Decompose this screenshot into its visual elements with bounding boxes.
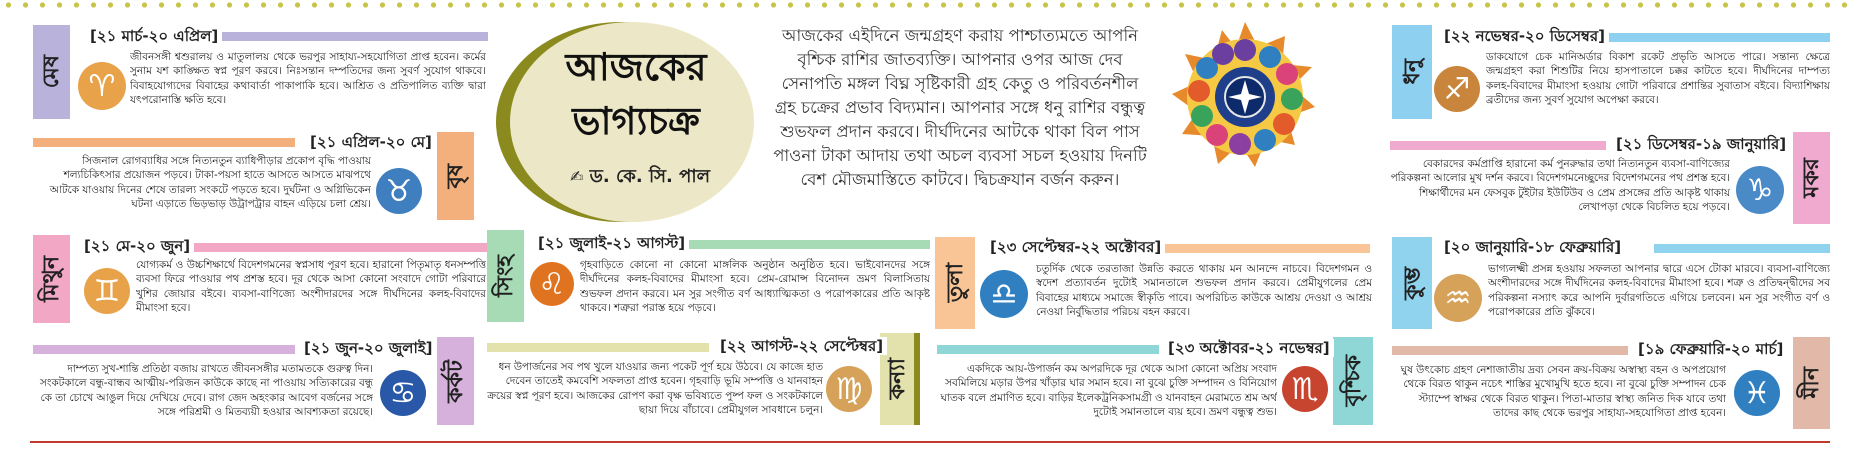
virgo-icon: ♍ bbox=[826, 366, 872, 412]
sign-text-taurus: সিজনাল রোগব্যাধির সঙ্গে নিত্যনতুন ব্যাধিপীড়ার প্রকোপ বৃদ্ধি পাওয়ায় শল্যচিকিৎসার প্রয়োজন পড়বে। টাকা-পয়সা হাতে আসতে আসতে মাঝপথে আটকে যাওয়ায় দিনের শেষে তারল্য সংকটে পড়তে হবে। দুর্ঘটনা ও অগ্নিভিকেন ঘটনা এড়াতে ভিড়ভাড় উট্রাপট্রার বাহন এড়িয়ে চলা শ্রেয়। bbox=[49, 155, 371, 210]
sign-text-gemini: যোগ্যকর্ম ও উচ্চশিক্ষার্থে বিদেশগমনের স্বপ্নসাধ পূরণ হবে। হারানো পিতৃমাতৃ ধনসম্পত্তি ব্যবসা ফিরে পাওয়ার পথ প্রশস্ত হবে। দূর থেকে আসা কোনো সংবাদে গোটা পরিবারে খুশির জোয়ার বইবে। ব্যবসা-বাণিজ্যে অংশীদারদের সঙ্গে দীর্ঘদিনের কলহ-বিবাদের মীমাংসা হবে। bbox=[136, 259, 486, 314]
dotted-top-border bbox=[0, 0, 1857, 10]
sign-bar-leo bbox=[684, 240, 930, 249]
sign-bar-scorpio bbox=[937, 345, 1159, 354]
aquarius-icon: ♒ bbox=[1434, 274, 1482, 322]
aries-icon: ♈ bbox=[78, 62, 126, 110]
sign-date-cancer: [২১ জুন-২০ জুলাই] bbox=[300, 339, 437, 357]
sign-tab-sagittarius: ধনু bbox=[1392, 25, 1432, 119]
pisces-icon: ♓ bbox=[1734, 370, 1780, 416]
title-block bbox=[496, 22, 754, 222]
sign-text-scorpio: একদিকে আয়-উপার্জন কম অপরদিকে দূর থেকে আসা কোনো অপ্রিয় সংবাদ সবমিলিয়ে মড়ার উপর খাঁড়ার ঘার সমান হবে। না বুঝে চুক্তি সম্পাদন ও বিনিয়োগ ঘাতক বলে প্রমাণিত হবে। বাড়ির ইলেকট্রনিকসামগ্রী ও যানবাহন মেরামতে শ্রম অর্থ দুটোই সমানতালে ব্যয় হবে। ভ্রমণ বন্ধুত্ব শুভ। bbox=[940, 363, 1277, 418]
author-line bbox=[540, 162, 740, 193]
sagittarius-icon: ♐ bbox=[1434, 66, 1480, 112]
sign-date-capricorn: [২১ ডিসেম্বর-১৯ জানুয়ারি] bbox=[1612, 135, 1790, 153]
sign-bar-gemini bbox=[190, 243, 488, 252]
sign-tab-libra: তুলা bbox=[935, 237, 975, 329]
sign-tab-gemini: মিথুন bbox=[33, 235, 70, 323]
sign-bar-taurus bbox=[33, 138, 295, 147]
sign-bar-aquarius bbox=[1654, 244, 1830, 253]
sign-tab-pisces: মীন bbox=[1793, 337, 1830, 429]
sign-date-pisces: [১৯ ফেব্রুয়ারি-২০ মার্চ] bbox=[1634, 340, 1787, 358]
sign-tab-scorpio: বৃশ্চিক bbox=[1333, 337, 1373, 425]
author-name: ড. কে. সি. পাল bbox=[589, 166, 711, 187]
title-line-2: ভাগ্যচক্র bbox=[572, 99, 700, 143]
sign-date-sagittarius: [২২ নভেম্বর-২০ ডিসেম্বর] bbox=[1440, 27, 1609, 45]
sign-text-aries: জীবনসঙ্গী শ্বশুরালয় ও মাতুলালয় থেকে ভরপুর সাহায্য-সহযোগিতা প্রাপ্ত হবেন। কর্মের সুনাম যশ কাঙ্ক্ষিত স্বপ্ন পূরণ করবে। নিঃসন্তান দম্পতিদের জন্য সুবর্ণ সুযোগ থাকবে। বিবাহযোগ্যদের বিবাহের কথাবার্তা পাকাপাকি হবে। আশ্রিত ও প্রতিপালিত ব্যক্তি দ্বারা যৎপরোনাস্তি ক্ষতি হবে। bbox=[130, 51, 486, 106]
sign-bar-cancer bbox=[33, 345, 295, 354]
sign-text-pisces: ঘুষ উৎকোচ গ্রহণ নেশাজাতীয় দ্রব্য সেবন ক্রয়-বিক্রয় অস্বাস্থ্য বহন ও অপপ্রয়োগ থেকে বিরত থাকুন নচেৎ শাস্তির মুখোমুখি হতে হবে। না বুঝে চুক্তি সম্পাদন চেক স্ট্যাম্পে স্বাক্ষর থেকে বিরত থাকুন। পিতা-মাতার স্বাস্থ্য জনিত দিক যাবে তথা তাদের কাছ থেকে ভরপুর সাহায্য-সহযোগিতা প্রাপ্ত হবেন। bbox=[1400, 364, 1726, 419]
scorpio-icon: ♏ bbox=[1282, 366, 1328, 412]
sign-text-capricorn: বেকারদের কর্মপ্রাপ্তি হারানো কর্ম পুনরুদ্ধার তথা নিত্যনতুন ব্যবসা-বাণিজ্যের পরিকল্পনা আলোর মুখ দর্শন করবে। বিদেশগমনেচ্ছুদের বিদেশগমনের পথ প্রশস্ত হবে। শিক্ষার্থীদের মন ফেসবুক টুইটার ইউটিউব ও প্রেম প্রসঙ্গের প্রতি আকৃষ্ট থাকায় লেখাপড়া থেকে বিচলিত হয়ে পড়বে। bbox=[1390, 158, 1730, 213]
sign-tab-virgo: কন্যা bbox=[880, 333, 920, 425]
page-title bbox=[536, 40, 736, 148]
sign-date-aries: [২১ মার্চ-২০ এপ্রিল] bbox=[86, 27, 222, 45]
sign-tab-cancer: কর্কট bbox=[437, 337, 474, 425]
sign-date-taurus: [২১ এপ্রিল-২০ মে] bbox=[306, 133, 436, 151]
bottom-rule bbox=[30, 441, 1830, 443]
sign-bar-aries bbox=[200, 32, 488, 41]
intro-paragraph: আজকের এইদিনে জন্মগ্রহণ করায় পাশ্চাত্যমতে আপনি বৃশ্চিক রাশির জাতব্যক্তি। আপনার ওপর আজ দেব সেনাপতি মঙ্গল বিঘ্ন সৃষ্টিকারী গ্রহ কেতু ও পরিবর্তনশীল গ্রহ চক্রের প্রভাব বিদ্যমান। আপনার সঙ্গে ধনু রাশির বন্ধুত্ব শুভফল প্রদান করবে। দীর্ঘদিনের আটকে থাকা বিল পাস পাওনা টাকা আদায় তথা অচল ব্যবসা সচল হওয়ায় দিনটি বেশ মৌজমাস্তিতে কাটবে। দ্বিচক্রযান বর্জন করুন। bbox=[773, 26, 1147, 189]
sign-text-libra: চতুর্দিক থেকে তরতাজা উন্নতি করতে থাকায় মন আনন্দে নাচবে। বিদেশগমন ও স্বদেশ প্রত্যাবর্তন দুটোই সমানতালে শুভফল প্রদান করবে। প্রেমীযুগলের প্রেম বিবাহের মাধ্যমে সমাজে স্বীকৃতি পাবে। অপরিচিত কাউকে আশ্রয় দেওয়া ও আশ্রয় নেওয়া নির্বুদ্ধিতার পরিচয় বহন করবে। bbox=[1036, 263, 1372, 318]
libra-icon: ♎ bbox=[980, 270, 1028, 318]
sign-tab-taurus: বৃষ bbox=[437, 132, 474, 220]
sign-text-aquarius: ভাগ্যলক্ষ্মী প্রসন্ন হওয়ায় সফলতা আপনার দ্বারে এসে টোকা মারবে। ব্যবসা-বাণিজ্যে অংশীদারদের সঙ্গে দীর্ঘদিনের কলহ-বিবাদের মীমাংসা হবে। শত্রু ও প্রতিদ্বন্দ্বীদের সব পরিকল্পনা নস্যাৎ করে আপনি দুর্বারগতিতে এগিয়ে চলবেন। মন সুর সংগীত বর্ণ ও পরোপকারের প্রতি ঝুঁকবে। bbox=[1488, 263, 1830, 318]
sign-text-sagittarius: ডাকযোগে চেক মানিঅর্ডার বিকাশ রকেট প্রভৃতি আসতে পারে। সন্তান্য ক্ষেত্রে জন্মগ্রহণ করা শিশুটির নিয়ে হাসপাতালে চক্কর কাটতে হবে। দীর্ঘদিনের দাম্পত্য কলহ-বিবাদের মীমাংসা হওয়ায় গোটা পরিবারে প্রশান্তির সুবাতাস বইবে। বিদ্যাশিক্ষায় ব্রতীদের জন্য সুবর্ণ সুযোগ অপেক্ষা করবে। bbox=[1486, 51, 1830, 106]
sign-text-leo: গৃহবাড়িতে কোনো না কোনো মাঙ্গলিক অনুষ্ঠান অনুষ্ঠিত হবে। ভাইবোনদের সঙ্গে দীর্ঘদিনের কলহ-বিবাদের মীমাংসা হবে। প্রেম-রোমান্স বিনোদন ভ্রমণ বিলাসিতায় শুভফল প্রদান করবে। মন সুর সংগীত বর্ণ আধ্যাত্মিকতা ও পরোপকারের প্রতি আকৃষ্ট থাকবে। শত্রুরা পরাস্ত হয়ে পড়বে। bbox=[580, 259, 930, 314]
zodiac-wheel-icon bbox=[1170, 22, 1320, 172]
sign-bar-virgo bbox=[487, 343, 709, 352]
cancer-icon: ♋ bbox=[380, 370, 426, 416]
taurus-icon: ♉ bbox=[376, 168, 422, 214]
sign-date-gemini: [২১ মে-২০ জুন] bbox=[80, 237, 194, 255]
sign-tab-capricorn: মকর bbox=[1793, 132, 1830, 224]
pen-icon: ✍ bbox=[569, 167, 584, 186]
sign-text-cancer: দাম্পত্য সুখ-শান্তি প্রতিষ্ঠা বজায় রাখতে জীবনসঙ্গীর মতামতকে গুরুত্ব দিন। সংকটকালে বন্ধু-বান্ধব আত্মীয়-পরিজন কাউকে কাছে না পাওয়ায় সত্যিকারের বন্ধু কে তা চোখে আঙুল দিয়ে দেখিয়ে দেবে। রাগ জেদ অহংকার আবেগ বর্জনের সঙ্গে সঙ্গে পরিশ্রমী ও মিতব্যয়ী হওয়ার আবশ্যকতা রয়েছে। bbox=[40, 363, 373, 418]
capricorn-icon: ♑ bbox=[1736, 166, 1784, 214]
sign-date-libra: [২৩ সেপ্টেম্বর-২২ অক্টোবর] bbox=[986, 238, 1165, 256]
title-line-1: আজকের bbox=[565, 45, 707, 89]
sign-date-scorpio: [২৩ অক্টোবর-২১ নভেম্বর] bbox=[1164, 339, 1334, 357]
gemini-icon: ♊ bbox=[84, 268, 130, 314]
sign-bar-pisces bbox=[1392, 346, 1628, 355]
sign-bar-sagittarius bbox=[1604, 33, 1830, 42]
sign-date-leo: [২১ জুলাই-২১ আগস্ট] bbox=[534, 234, 689, 252]
sign-bar-libra bbox=[1160, 244, 1370, 253]
sign-date-virgo: [২২ আগস্ট-২২ সেপ্টেম্বর] bbox=[716, 337, 887, 355]
sign-text-virgo: ধন উপার্জনের সব পথ খুলে যাওয়ার জন্য পকেট পূর্ণ হয়ে উঠবে। যে কাজে হাত দেবেন তাতেই কমবেশি সফলতা প্রাপ্ত হবেন। গৃহবাড়ি ভূমি সম্পত্তি ও যানবাহন ক্রয়ের স্বপ্ন পূরণ হবে। আজকের রোপণ করা বৃক্ষ ভবিষ্যতে পুষ্প ফল ও সংকটকালে ছায়া দিয়ে বাঁচাবে। প্রেমীযুগল সাবধানে চলুন। bbox=[487, 361, 823, 416]
sign-tab-aquarius: কুম্ভ bbox=[1392, 237, 1432, 329]
sign-tab-leo: সিংহ bbox=[487, 230, 524, 322]
leo-icon: ♌ bbox=[530, 262, 574, 306]
sign-bar-capricorn bbox=[1390, 141, 1606, 150]
sign-tab-aries: মেষ bbox=[33, 25, 70, 119]
sign-date-aquarius: [২০ জানুয়ারি-১৮ ফেব্রুয়ারি] bbox=[1440, 238, 1625, 256]
